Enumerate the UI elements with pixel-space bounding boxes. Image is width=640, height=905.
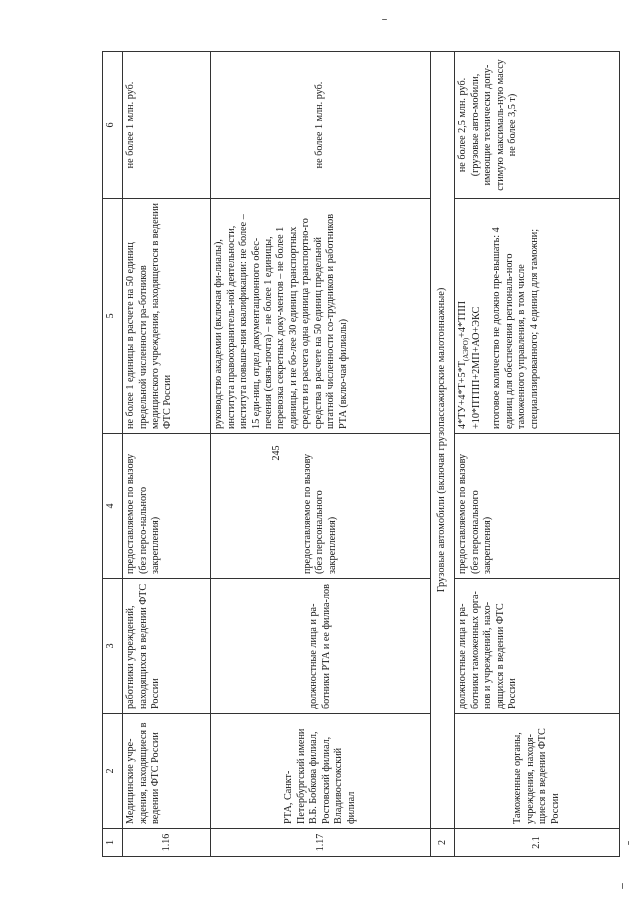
quantity-formula [457, 203, 483, 429]
scan-speck [628, 841, 629, 845]
institution-cell: РТА, Санкт-Петербургский имени В.Б. Бобкова филиал, Ростовский филиал, Владивостокский филиал [211, 714, 431, 829]
norm-text: итоговое количество не должно пре-вышать: 4 единиц для обеспечения региональ-ного таможенного управления, в том числе специализированного; 4 единиц для таможни; [491, 227, 540, 429]
scan-speck [622, 883, 623, 889]
column-number: 5 [103, 199, 123, 434]
column-number: 6 [103, 52, 123, 199]
norm-cell [455, 199, 620, 434]
section-number: 2 [431, 829, 455, 857]
mode-cell: предоставляемое по вызову (без персо-нального закрепления) [123, 434, 211, 579]
persons-cell: работники учреждений, находящихся в ведении ФТС России [123, 579, 211, 714]
institution-cell: Медицинские учре-ждения, находящиеся в ведении ФТС России [123, 714, 211, 829]
formula-part: +4*ТПП [457, 300, 469, 338]
formula-part: +10*ПТПП+2МП+АО+ЭКС [470, 306, 482, 429]
table-row [455, 52, 620, 857]
persons-cell: должностные лица и ра-ботники РТА и ее филиа-лов [211, 579, 431, 714]
scan-speck [382, 19, 387, 20]
price-cell: не более 1 млн. руб. [123, 52, 211, 199]
section-title: Грузовые автомобили (включая грузопассажирские малотоннажные) [431, 52, 455, 829]
vehicle-norms-table [102, 51, 620, 857]
norm-cell: не более 1 единицы в расчете на 50 единиц предельной численности ра-ботников медицинского учреждения, находящегося в ведении ФТС России [123, 199, 211, 434]
norm-cell: руководство академии (включая фи-лиалы), института правоохранитель-ной деятельности, института повыше-ния квалификации: не более – 15 еди-ниц, отдел документационного обес-печения (связь-почта) – не более 1 единицы, перевозка секретных доку-ментов – не более 1 единицы, и не бо-лее 30 единиц транспортных средств из расчета одна единица транспортно-го средства в расчете на 50 единиц предельной штатной численности со-трудников и работников РТА (вклю-чая филиалы) [211, 199, 431, 434]
price-cell: не более 2,5 млн. руб. (грузовые авто-мобили, имеющие технически допу-стимую максималь-ную массу не более 3,5 т) [455, 52, 620, 199]
rotated-page [82, 0, 637, 905]
mode-cell: предоставляемое по вызову (без персонального закрепления) [455, 434, 620, 579]
table-row [123, 52, 211, 857]
table-row [211, 52, 431, 857]
column-number: 4 [103, 434, 123, 579]
persons-cell: должностные лица и ра-ботники таможенных орга-нов и учреждений, нахо-дящихся в ведении ФТС России [455, 579, 620, 714]
column-header-row [103, 52, 123, 857]
formula-subscript: (АЭРО) [462, 337, 471, 362]
row-number: 2.1 [455, 829, 620, 857]
column-number: 2 [103, 714, 123, 829]
page-number: 245 [271, 445, 282, 461]
row-number: 1.17 [211, 829, 431, 857]
section-header-row [431, 52, 455, 857]
row-number: 1.16 [123, 829, 211, 857]
price-cell: не более 1 млн. руб. [211, 52, 431, 199]
formula-part: 4*ТУ+4*Т+5*Т [457, 361, 469, 429]
institution-cell: Таможенные органы, учреждения, находя-щиеся в ведении ФТС России [455, 714, 620, 829]
column-number: 3 [103, 579, 123, 714]
column-number: 1 [103, 829, 123, 857]
mode-cell: предоставляемое по вызову (без персонального закрепления) [211, 434, 431, 579]
